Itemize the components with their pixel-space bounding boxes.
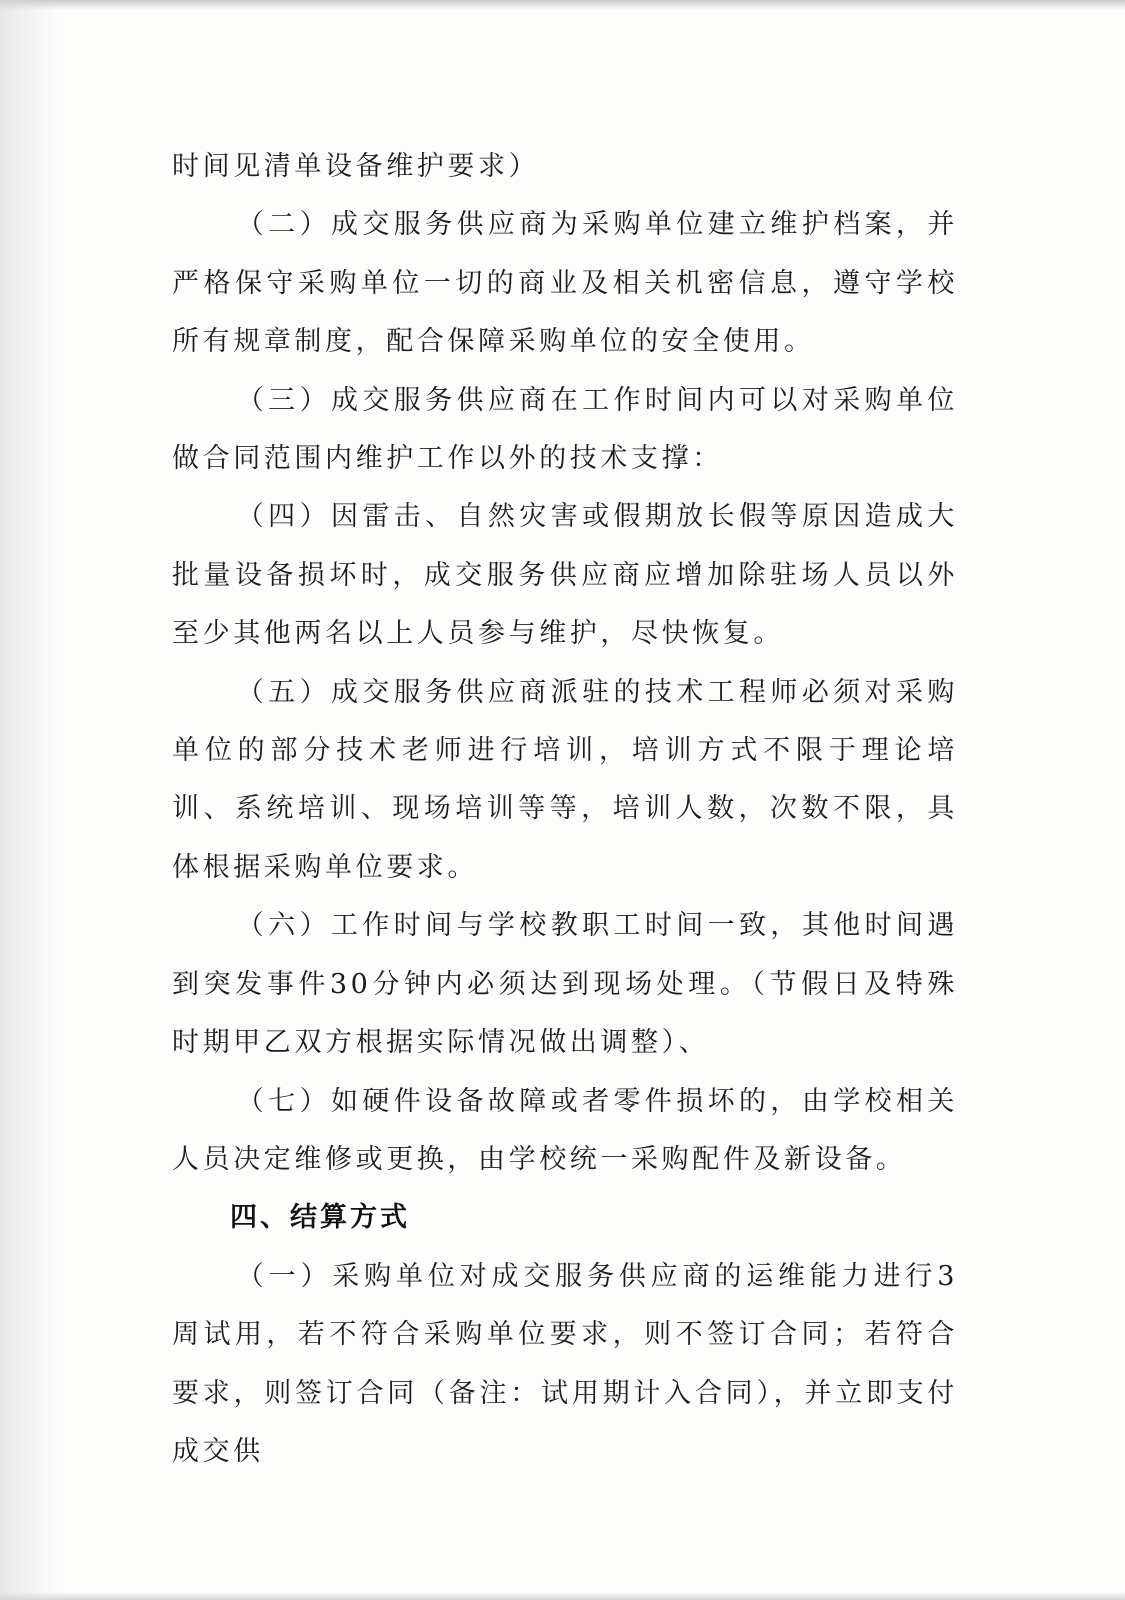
paragraph-item-7: （七）如硬件设备故障或者零件损坏的，由学校相关人员决定维修或更换，由学校统一采购配件及新设备。	[172, 1085, 958, 1175]
paragraph-item-6: （六）工作时间与学校教职工时间一致，其他时间遇到突发事件30分钟内必须达到现场处理。（节假日及特殊时期甲乙双方根据实际情况做出调整）、	[172, 910, 958, 1059]
paragraph-settlement-1: （一）采购单位对成交服务供应商的运维能力进行3周试用，若不符合采购单位要求，则不签订合同；若符合要求，则签订合同（备注：试用期计入合同），并立即支付成交供	[172, 1260, 958, 1467]
scan-edge-bottom	[0, 1592, 1125, 1600]
scan-edge-top	[0, 0, 1125, 10]
paragraph-item-5: （五）成交服务供应商派驻的技术工程师必须对采购单位的部分技术老师进行培训，培训方式不限于理论培训、系统培训、现场培训等等，培训人数，次数不限，具体根据采购单位要求。	[172, 676, 958, 883]
document-body	[172, 138, 958, 1481]
section-heading-settlement: 四、结算方式	[230, 1202, 410, 1234]
paragraph-item-3: （三）成交服务供应商在工作时间内可以对采购单位做合同范围内维护工作以外的技术支撑：	[172, 384, 958, 475]
paragraph-continuation: 时间见清单设备维护要求）	[172, 151, 540, 182]
paragraph-item-4: （四）因雷击、自然灾害或假期放长假等原因造成大批量设备损坏时，成交服务供应商应增加除驻场人员以外至少其他两名以上人员参与维护，尽快恢复。	[172, 501, 958, 650]
paragraph-item-2: （二）成交服务供应商为采购单位建立维护档案，并严格保守采购单位一切的商业及相关机密信息，遵守学校所有规章制度，配合保障采购单位的安全使用。	[172, 209, 958, 358]
scan-edge-left	[0, 0, 60, 1600]
